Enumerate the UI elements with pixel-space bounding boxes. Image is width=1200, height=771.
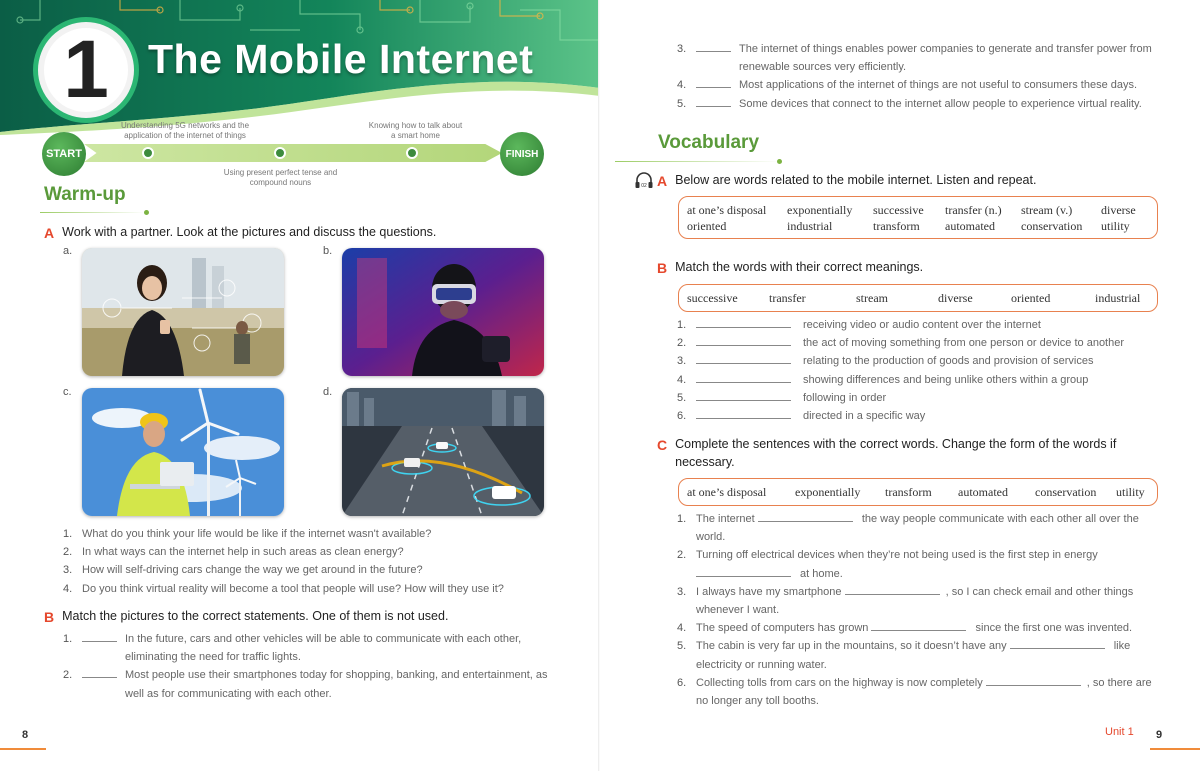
vocab-word: diverse (938, 291, 973, 305)
roadmap-note: Understanding 5G networks and the application of the internet of things (120, 121, 250, 140)
answer-blank[interactable] (82, 666, 117, 678)
task-instruction: Match the pictures to the correct statements. One of them is not used. (62, 609, 449, 623)
sentence-item (677, 619, 1155, 637)
unit-footer-label: Unit 1 (1105, 726, 1134, 738)
question-text: In what ways can the internet help in such areas as clean energy? (82, 546, 404, 559)
photo-smartphone-user (82, 248, 284, 376)
statement-text: The internet of things enables power companies to generate and transfer power from renewable sources very efficiently. (739, 43, 1152, 74)
question-item: 2. In what ways can the internet help in such areas as clean energy? (63, 543, 583, 561)
vocab-word: exponentially (795, 485, 861, 499)
title-underline (40, 212, 145, 213)
statement-item (677, 40, 1162, 76)
statements-list-continued (677, 40, 1162, 113)
photo-label-d: d. (323, 386, 333, 398)
meaning-number: 4. (677, 373, 687, 386)
answer-blank[interactable] (845, 583, 940, 595)
sentence-number: 6. (677, 676, 687, 689)
sentence-number: 5. (677, 640, 687, 653)
statement-number: 1. (63, 633, 73, 645)
answer-blank[interactable] (696, 95, 731, 107)
vocab-word: successive (873, 203, 924, 217)
answer-blank[interactable] (696, 76, 731, 88)
vocab-word: automated (958, 485, 1008, 499)
vocab-word: successive (687, 291, 738, 305)
unit-number-badge (38, 22, 134, 118)
meaning-item (677, 389, 1162, 407)
statement-text: Most people use their smartphones today for shopping, banking, and entertainment, as well as for communicating with each other. (125, 669, 548, 700)
meaning-text: relating to the production of goods and provision of services (803, 355, 1094, 368)
photo-label-c: c. (63, 386, 72, 398)
roadmap-start: START (42, 132, 86, 176)
audio-headphones-icon[interactable] (634, 172, 654, 190)
meaning-item (677, 334, 1162, 352)
warmup-questions (63, 525, 583, 598)
question-item: 3. How will self-driving cars change the way we get around in the future? (63, 561, 583, 579)
answer-blank[interactable] (696, 407, 791, 419)
vocab-word: at one’s disposal (687, 203, 767, 217)
vocab-word: stream (856, 291, 888, 305)
sentence-item (677, 674, 1155, 710)
vocabulary-title: Vocabulary (658, 132, 760, 153)
vocab-word: industrial (787, 219, 833, 233)
sentence-text: I always have my smartphone (696, 585, 845, 598)
task-instruction: Complete the sentences with the correct words. Change the form of the words if necessary. (675, 437, 1117, 470)
footer-rule (0, 748, 46, 750)
vocab-word: oriented (1011, 291, 1051, 305)
question-item: 1. What do you think your life would be like if the internet wasn't available? (63, 525, 583, 543)
sentence-item (677, 583, 1155, 619)
sentence-number: 3. (677, 585, 687, 598)
answer-blank[interactable] (696, 40, 731, 52)
meaning-text: receiving video or audio content over the internet (803, 319, 1041, 331)
page-number-right: 9 (1156, 729, 1163, 741)
vocab-word: transfer (769, 291, 806, 305)
vocab-word: exponentially (787, 203, 853, 217)
meaning-item (677, 407, 1162, 425)
roadmap-note: Knowing how to talk about a smart home (368, 121, 463, 140)
roadmap-finish: FINISH (500, 132, 544, 176)
word-box-a (678, 196, 1158, 239)
task-instruction: Match the words with their correct meanings. (675, 260, 924, 274)
sentence-text: The speed of computers has grown (696, 622, 872, 635)
vocab-word: industrial (1095, 291, 1141, 305)
meaning-number: 3. (677, 355, 687, 368)
vocab-word: conservation (1035, 485, 1097, 499)
question-text: How will self-driving cars change the way we get around in the future? (82, 564, 423, 577)
answer-blank[interactable] (1010, 637, 1105, 649)
roadmap-milestone (142, 147, 154, 159)
meaning-item (677, 371, 1162, 389)
vocab-task-b (657, 258, 923, 278)
statement-number: 2. (63, 669, 73, 682)
meaning-number: 5. (677, 391, 687, 404)
title-underline (615, 161, 780, 162)
photo-label-a: a. (63, 245, 73, 257)
statement-item (677, 76, 1162, 94)
answer-blank[interactable] (986, 674, 1081, 686)
sentence-item (677, 546, 1155, 582)
vocab-word: conservation (1021, 219, 1083, 233)
unit-title: The Mobile Internet (148, 36, 534, 82)
sentence-text: the way people communicate with each other all over the world. (696, 513, 1139, 544)
sentence-item (677, 510, 1155, 546)
title-underline-dot (777, 159, 782, 164)
meaning-number: 6. (677, 410, 687, 423)
word-box-c (678, 478, 1158, 506)
vocab-task-a (657, 171, 1036, 191)
vocab-word: stream (v.) (1021, 203, 1073, 217)
warmup-task-b (44, 607, 448, 627)
answer-blank[interactable] (696, 371, 791, 383)
question-text: Do you think virtual reality will become a tool that people will use? How will they use it? (82, 582, 504, 595)
sentence-text: Collecting tolls from cars on the highway is now completely (696, 676, 986, 689)
answer-blank[interactable] (696, 334, 791, 346)
audio-track-number: 02 (641, 183, 647, 189)
answer-blank[interactable] (758, 510, 853, 522)
photo-self-driving-cars (342, 388, 544, 516)
statement-number: 3. (677, 43, 687, 55)
roadmap-milestone (274, 147, 286, 159)
vocab-task-c (657, 435, 1137, 471)
photo-vr-headset (342, 248, 544, 376)
sentence-item (677, 637, 1155, 673)
meanings-list (677, 316, 1162, 425)
task-letter: B (44, 609, 55, 625)
sentences-list (677, 510, 1155, 710)
statement-item (63, 630, 553, 666)
meaning-number: 2. (677, 337, 687, 350)
meaning-number: 1. (677, 319, 687, 331)
warmup-title: Warm-up (44, 184, 126, 205)
sentence-text: The internet (696, 513, 758, 525)
page-number-left: 8 (22, 729, 29, 741)
word-box-b (678, 284, 1158, 312)
roadmap-note: Using present perfect tense and compound nouns (223, 168, 338, 187)
statements-list (63, 630, 553, 703)
statement-number: 5. (677, 97, 687, 110)
task-instruction: Work with a partner. Look at the pictures and discuss the questions. (62, 225, 437, 239)
statement-item (677, 95, 1162, 113)
vocab-word: oriented (687, 219, 727, 233)
task-letter: B (657, 260, 668, 276)
sentence-text: Turning off electrical devices when they’re not being used is the first step in energy (696, 549, 1098, 562)
statement-item (63, 666, 553, 702)
question-item: 4. Do you think virtual reality will become a tool that people will use? How will they use it? (63, 580, 583, 598)
footer-rule (1150, 748, 1200, 750)
statement-text: In the future, cars and other vehicles will be able to communicate with each other, eliminating the need for traffic lights. (125, 633, 522, 664)
sentence-text: at home. (797, 567, 843, 580)
sentence-number: 4. (677, 622, 687, 635)
answer-blank[interactable] (696, 565, 791, 577)
vocab-word: utility (1101, 219, 1130, 233)
title-underline-dot (144, 210, 149, 215)
statement-text: Most applications of the internet of things are not useful to consumers these days. (739, 79, 1138, 92)
answer-blank[interactable] (871, 619, 966, 631)
meaning-text: directed in a specific way (803, 410, 926, 423)
sentence-text: since the first one was invented. (972, 622, 1133, 635)
task-letter: A (44, 225, 55, 241)
vocab-word: diverse (1101, 203, 1136, 217)
meaning-text: showing differences and being unlike others within a group (803, 373, 1089, 386)
vocab-word: transform (873, 219, 920, 233)
vocab-word: transform (885, 485, 932, 499)
answer-blank[interactable] (696, 389, 791, 401)
sentence-text: The cabin is very far up in the mountains, so it doesn’t have any (696, 640, 1010, 653)
unit-number: 1 (63, 24, 109, 115)
statement-text: Some devices that connect to the internet allow people to experience virtual reality. (739, 97, 1142, 110)
sentence-text: , so I can check email and other things whenever I want. (696, 585, 1134, 617)
task-letter: A (657, 173, 668, 189)
meaning-text: following in order (803, 391, 887, 404)
sentence-text: , so there are no longer any toll booths. (696, 676, 1152, 708)
unit-banner (0, 0, 600, 135)
vocab-word: at one’s disposal (687, 485, 767, 499)
photo-label-b: b. (323, 245, 333, 257)
vocab-word: utility (1116, 485, 1145, 499)
meaning-item (677, 352, 1162, 370)
answer-blank[interactable] (696, 352, 791, 364)
task-instruction: Below are words related to the mobile internet. Listen and repeat. (675, 173, 1037, 187)
statement-number: 4. (677, 79, 687, 92)
meaning-item (677, 316, 1162, 334)
meaning-text: the act of moving something from one person or device to another (803, 337, 1125, 350)
sentence-number: 1. (677, 513, 687, 525)
task-letter: C (657, 437, 668, 453)
answer-blank[interactable] (82, 630, 117, 642)
photo-wind-turbine-engineer (82, 388, 284, 516)
warmup-task-a (44, 223, 436, 243)
vocab-word: automated (945, 219, 995, 233)
roadmap-milestone (406, 147, 418, 159)
sentence-number: 2. (677, 549, 687, 562)
sentence-text: like electricity or running water. (696, 640, 1131, 671)
vocab-word: transfer (n.) (945, 203, 1002, 217)
question-text: What do you think your life would be like if the internet wasn't available? (82, 528, 432, 540)
answer-blank[interactable] (696, 316, 791, 328)
